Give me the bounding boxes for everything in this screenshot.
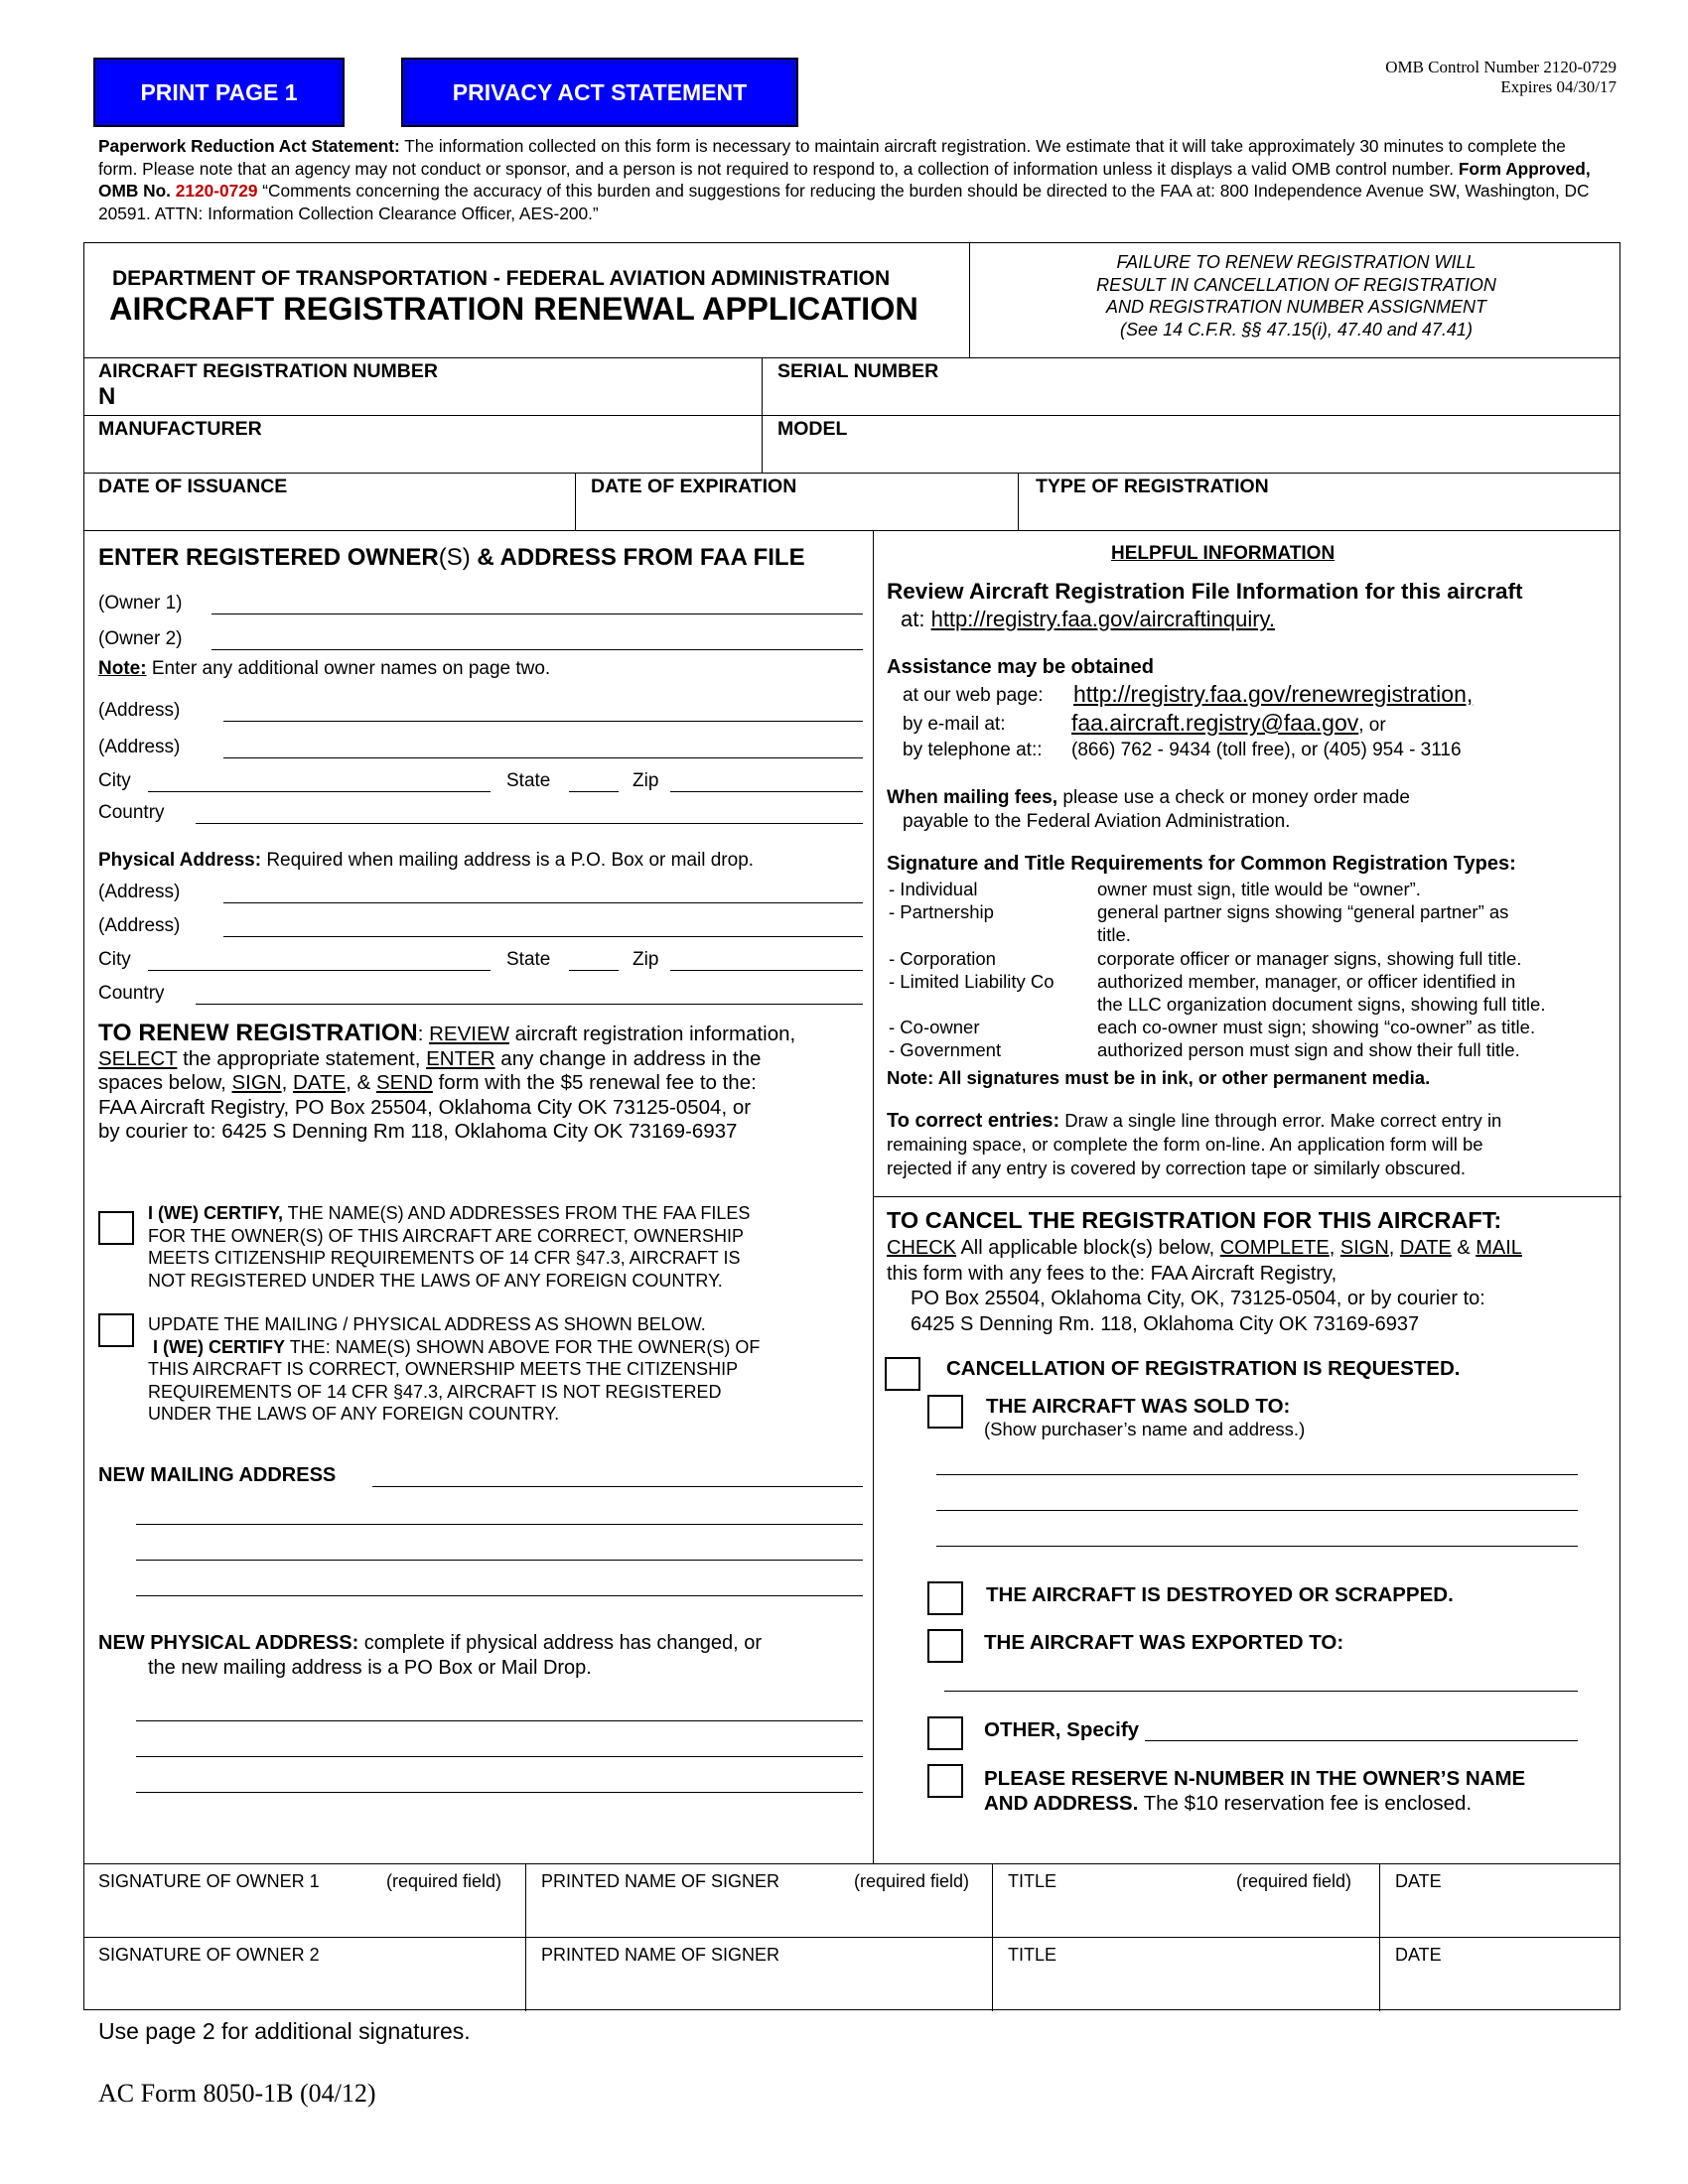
manufacturer-field[interactable] xyxy=(98,442,754,470)
certify-l2: FOR THE OWNER(S) OF THIS AIRCRAFT ARE CORRECT, OWNERSHIP xyxy=(148,1225,745,1246)
cancel-instructions xyxy=(887,1236,1522,1337)
update-l3: THIS AIRCRAFT IS CORRECT, OWNERSHIP MEETS THE CITIZENSHIP xyxy=(148,1359,739,1379)
fees-l2: payable to the Federal Aviation Administration. xyxy=(903,811,1291,832)
address2-label: (Address) xyxy=(98,737,181,757)
phys-zip-field[interactable] xyxy=(670,970,863,971)
owner-note-text: Enter any additional owner names on page two. xyxy=(146,658,551,679)
sig-type-value: corporate officer or manager signs, showing full title. xyxy=(1097,947,1522,969)
phys-country-label: Country xyxy=(98,983,165,1004)
sold-line1[interactable] xyxy=(936,1474,1578,1475)
new-physical-line1[interactable] xyxy=(136,1720,863,1721)
sig-owner2-label: SIGNATURE OF OWNER 2 xyxy=(98,1945,320,1965)
phys-address1-label: (Address) xyxy=(98,882,181,902)
sig-type-row xyxy=(889,970,1618,993)
new-mailing-label: NEW MAILING ADDRESS xyxy=(98,1464,337,1486)
telephone-numbers: (866) 762 - 9434 (toll free), or (405) 954 - 3116 xyxy=(1071,740,1462,760)
form-title: AIRCRAFT REGISTRATION RENEWAL APPLICATION xyxy=(109,291,918,327)
sig-type-value: authorized person must sign and show their full title. xyxy=(1097,1039,1520,1061)
sig-type-value: the LLC organization document signs, showing full title. xyxy=(1097,993,1546,1015)
reserve-text xyxy=(984,1766,1525,1816)
email-link[interactable]: faa.aircraft.registry@faa.gov xyxy=(1071,710,1359,736)
state-field[interactable] xyxy=(569,791,619,792)
cancel-sep1: , xyxy=(1329,1237,1340,1259)
sig-type-value: authorized member, manager, or officer identified in xyxy=(1097,970,1516,992)
address1-label: (Address) xyxy=(98,700,181,721)
fees-l1: please use a check or money order made xyxy=(1057,787,1410,808)
reg-number-label: AIRCRAFT REGISTRATION NUMBER xyxy=(98,360,438,382)
sig-type-row xyxy=(889,1016,1618,1038)
sig-type-row xyxy=(889,923,1618,946)
telephone-label: by telephone at:: xyxy=(903,740,1043,760)
renew-t7: form with the $5 renewal fee to the: xyxy=(432,1071,757,1094)
update-text xyxy=(148,1313,760,1426)
pra-text2: “Comments concerning the accuracy of this burden and suggestions for reducing the burden should be directed to the FAA at: 800 Independence Avenue SW, Washington, DC 20591. ATTN: Information Collection Clearance Officer, AES-200.” xyxy=(98,181,1590,223)
printed-name2-label: PRINTED NAME OF SIGNER xyxy=(541,1945,780,1965)
country-label: Country xyxy=(98,802,165,823)
renew-t2: the appropriate statement, xyxy=(177,1046,427,1070)
fees-label: When mailing fees, xyxy=(887,787,1058,808)
owner-heading-s: (S) xyxy=(438,544,471,571)
phys-state-label: State xyxy=(506,949,551,970)
cancel-date: DATE xyxy=(1399,1237,1452,1259)
phys-address2-label: (Address) xyxy=(98,915,181,936)
renew-send: SEND xyxy=(375,1071,433,1094)
sold-note: (Show purchaser’s name and address.) xyxy=(984,1419,1306,1439)
printed-name2-field[interactable] xyxy=(541,1969,984,2006)
update-l1: UPDATE THE MAILING / PHYSICAL ADDRESS AS SHOWN BELOW. xyxy=(148,1314,706,1334)
assistance-title: Assistance may be obtained xyxy=(887,656,1154,678)
additional-signatures-note: Use page 2 for additional signatures. xyxy=(98,2018,471,2044)
reserve-checkbox[interactable] xyxy=(927,1764,963,1798)
sig-type-key xyxy=(889,993,1097,1016)
new-physical-line2[interactable] xyxy=(136,1756,863,1757)
pra-approved: Form Approved, OMB No. xyxy=(98,158,1591,201)
physical-address-label: Physical Address: xyxy=(98,850,262,871)
certify-l3: MEETS CITIZENSHIP REQUIREMENTS OF 14 CFR §47.3, AIRCRAFT IS xyxy=(148,1248,741,1268)
sold-label: THE AIRCRAFT WAS SOLD TO: xyxy=(986,1395,1291,1418)
cancel-mail: MAIL xyxy=(1476,1237,1522,1259)
sig-type-row xyxy=(889,878,1618,900)
owner2-field[interactable] xyxy=(211,649,863,650)
certify-l4: NOT REGISTERED UNDER THE LAWS OF ANY FOREIGN COUNTRY. xyxy=(148,1270,723,1291)
update-lead: I (WE) CERTIFY xyxy=(153,1336,286,1357)
certify-l1: THE NAME(S) AND ADDRESSES FROM THE FAA FILES xyxy=(283,1203,751,1223)
cancel-amp: & xyxy=(1451,1237,1477,1259)
sig-type-key: - Limited Liability Co xyxy=(889,970,1055,992)
city-label: City xyxy=(98,770,131,791)
new-physical-line3[interactable] xyxy=(136,1792,863,1793)
address1-field[interactable] xyxy=(223,721,863,722)
warn-line2: RESULT IN CANCELLATION OF REGISTRATION xyxy=(1096,274,1496,295)
sig-owner2-field[interactable] xyxy=(98,1969,515,2006)
owner-note-label: Note: xyxy=(98,658,147,679)
web-page-label: at our web page: xyxy=(903,685,1044,706)
phys-state-field[interactable] xyxy=(569,970,619,971)
email-or: , or xyxy=(1358,715,1386,736)
exported-checkbox[interactable] xyxy=(927,1629,963,1663)
owner-heading xyxy=(98,544,805,572)
update-l4: REQUIREMENTS OF 14 CFR §47.3, AIRCRAFT IS NOT REGISTERED xyxy=(148,1381,722,1402)
sig-type-value: each co-owner must sign; showing “co-owner” as title. xyxy=(1097,1017,1536,1038)
renew-title: TO RENEW REGISTRATION xyxy=(98,1020,418,1046)
new-physical-label: NEW PHYSICAL ADDRESS: xyxy=(98,1632,359,1654)
model-label: MODEL xyxy=(777,418,848,440)
omb-control xyxy=(1385,58,1617,97)
omb-expiry: Expires 04/30/17 xyxy=(1500,77,1617,96)
sig-type-key: - Co-owner xyxy=(889,1017,980,1038)
serial-number-label: SERIAL NUMBER xyxy=(777,360,939,382)
print-page-button[interactable]: PRINT PAGE 1 xyxy=(93,58,345,127)
printed-name1-field[interactable] xyxy=(541,1895,984,1933)
renew-t6: , & xyxy=(346,1071,376,1094)
sold-checkbox[interactable] xyxy=(927,1395,963,1429)
state-label: State xyxy=(506,770,551,791)
owner-heading-rest: & ADDRESS FROM FAA FILE xyxy=(470,544,805,571)
sig-types-list xyxy=(889,878,1618,1062)
registration-type-field[interactable] xyxy=(1036,499,1612,527)
other-field[interactable] xyxy=(1145,1740,1578,1741)
country-field[interactable] xyxy=(196,823,863,824)
privacy-act-button[interactable]: PRIVACY ACT STATEMENT xyxy=(401,58,798,127)
helpful-title: HELPFUL INFORMATION xyxy=(1111,543,1336,564)
sig-type-value: owner must sign, title would be “owner”. xyxy=(1097,879,1421,899)
printed-name1-required: (required field) xyxy=(854,1871,970,1891)
printed-name1-label: PRINTED NAME OF SIGNER xyxy=(541,1871,780,1891)
new-mailing-line4[interactable] xyxy=(136,1595,863,1596)
phys-city-label: City xyxy=(98,949,131,970)
date1-field[interactable] xyxy=(1395,1895,1614,1933)
renew-t4: spaces below, xyxy=(98,1071,232,1094)
title2-label: TITLE xyxy=(1008,1945,1057,1965)
city-field[interactable] xyxy=(148,791,491,792)
update-l2: THE: NAME(S) SHOWN ABOVE FOR THE OWNER(S) OF xyxy=(285,1336,761,1357)
renew-date: DATE xyxy=(293,1071,347,1094)
renew-instructions xyxy=(98,1022,873,1145)
renew-enter: ENTER xyxy=(426,1046,495,1070)
expiration-label: DATE OF EXPIRATION xyxy=(591,476,797,497)
pra-omb-number: 2120-0729 xyxy=(175,181,258,201)
sig-type-value: title. xyxy=(1097,924,1131,946)
helpful-review: Review Aircraft Registration File Information for this aircraft xyxy=(887,579,1523,604)
cancellation-requested-label: CANCELLATION OF REGISTRATION IS REQUESTED. xyxy=(946,1357,1461,1380)
zip-field[interactable] xyxy=(670,791,863,792)
failure-warning xyxy=(971,251,1621,341)
model-field[interactable] xyxy=(777,442,1612,470)
physical-address-note-text: Required when mailing address is a P.O. Box or mail drop. xyxy=(261,850,755,871)
sig-owner1-required: (required field) xyxy=(386,1871,502,1891)
renew-address: FAA Aircraft Registry, PO Box 25504, Oklahoma City OK 73125-0504, or xyxy=(98,1095,752,1119)
email-label: by e-mail at: xyxy=(903,714,1006,735)
pra-lead: Paperwork Reduction Act Statement: xyxy=(98,136,400,156)
correct-l1: Draw a single line through error. Make correct entry in xyxy=(1059,1110,1502,1131)
sold-line2[interactable] xyxy=(936,1510,1578,1511)
reg-number-field[interactable] xyxy=(124,382,760,412)
phys-country-field[interactable] xyxy=(196,1004,863,1005)
sig-type-key: - Government xyxy=(889,1039,1002,1061)
certify-text xyxy=(148,1202,750,1292)
exported-line[interactable] xyxy=(944,1691,1578,1692)
ink-note: Note: All signatures must be in ink, or other permanent media. xyxy=(887,1067,1431,1088)
sig-type-value: general partner signs showing “general partner” as xyxy=(1097,901,1509,923)
new-physical-t1: complete if physical address has changed, or xyxy=(358,1632,763,1654)
renew-sign: SIGN xyxy=(231,1071,282,1094)
owner1-label: (Owner 1) xyxy=(98,593,183,614)
sig-type-row xyxy=(889,1038,1618,1061)
sig-req-title: Signature and Title Requirements for Common Registration Types: xyxy=(887,853,1516,875)
phys-city-field[interactable] xyxy=(148,970,491,971)
title1-required: (required field) xyxy=(1236,1871,1352,1891)
reserve-l2: AND ADDRESS. xyxy=(984,1792,1139,1815)
reserve-fee: The $10 reservation fee is enclosed. xyxy=(1138,1792,1473,1815)
sig-type-row xyxy=(889,900,1618,923)
renewal-form xyxy=(83,242,1620,2010)
serial-number-field[interactable] xyxy=(777,384,1612,412)
cancel-t1: All applicable block(s) below, xyxy=(956,1237,1220,1259)
expiration-field[interactable] xyxy=(591,499,998,527)
correct-entries xyxy=(887,1109,1501,1180)
certify-checkbox[interactable] xyxy=(98,1211,134,1245)
owner-note xyxy=(98,658,550,680)
renew-select: SELECT xyxy=(98,1046,178,1070)
phys-address2-field[interactable] xyxy=(223,936,863,937)
manufacturer-label: MANUFACTURER xyxy=(98,418,262,440)
title1-field[interactable] xyxy=(1008,1895,1371,1933)
correct-l2: remaining space, or complete the form on-line. An application form will be xyxy=(887,1134,1483,1155)
sig-type-row xyxy=(889,947,1618,970)
form-number: AC Form 8050-1B (04/12) xyxy=(98,2079,376,2108)
title1-label: TITLE xyxy=(1008,1871,1057,1891)
helpful-at: at: xyxy=(901,607,931,631)
update-l5: UNDER THE LAWS OF ANY FOREIGN COUNTRY. xyxy=(148,1404,560,1424)
renew-courier: by courier to: 6425 S Denning Rm 118, Oklahoma City OK 73169-6937 xyxy=(98,1120,738,1143)
sig-owner1-field[interactable] xyxy=(98,1895,515,1933)
cancel-check: CHECK xyxy=(887,1237,957,1259)
cancel-title: TO CANCEL THE REGISTRATION FOR THIS AIRCRAFT: xyxy=(887,1207,1502,1233)
warn-line4: (See 14 C.F.R. §§ 47.15(i), 47.40 and 47.41) xyxy=(1120,319,1473,340)
fees-text xyxy=(887,786,1410,834)
sig-owner1-label: SIGNATURE OF OWNER 1 xyxy=(98,1871,320,1891)
owner-heading-main: ENTER REGISTERED OWNER xyxy=(98,544,439,571)
sig-type-key xyxy=(889,923,1097,946)
new-mailing-line3[interactable] xyxy=(136,1560,863,1561)
cancel-sep2: , xyxy=(1388,1237,1400,1259)
renew-colon: : xyxy=(417,1023,430,1045)
physical-address-note xyxy=(98,850,754,872)
renew-t3: any change in address in the xyxy=(494,1046,762,1070)
cancel-l3: PO Box 25504, Oklahoma City, OK, 73125-0504, or by courier to: xyxy=(911,1288,1485,1309)
sig-type-key: - Partnership xyxy=(889,901,994,923)
helpful-url1-line xyxy=(901,607,1275,632)
renew-t1: aircraft registration information, xyxy=(508,1023,796,1045)
paperwork-reduction-statement xyxy=(98,135,1608,224)
destroyed-label: THE AIRCRAFT IS DESTROYED OR SCRAPPED. xyxy=(986,1583,1454,1606)
issuance-field[interactable] xyxy=(98,499,565,527)
date1-label: DATE xyxy=(1395,1871,1442,1891)
date2-field[interactable] xyxy=(1395,1969,1614,2006)
cancel-complete: COMPLETE xyxy=(1219,1237,1330,1259)
owner2-label: (Owner 2) xyxy=(98,628,183,649)
cancellation-requested-checkbox[interactable] xyxy=(885,1357,920,1391)
address2-field[interactable] xyxy=(223,757,863,758)
certify-lead: I (WE) CERTIFY, xyxy=(148,1203,283,1223)
zip-label: Zip xyxy=(633,770,659,791)
correct-label: To correct entries: xyxy=(887,1110,1060,1132)
email-line xyxy=(1071,710,1386,737)
phys-address1-field[interactable] xyxy=(223,902,863,903)
sig-type-row xyxy=(889,993,1618,1016)
new-physical-text xyxy=(98,1631,762,1681)
warn-line3: AND REGISTRATION NUMBER ASSIGNMENT xyxy=(1105,297,1487,317)
new-physical-t2: the new mailing address is a PO Box or Mail Drop. xyxy=(148,1657,592,1679)
other-checkbox[interactable] xyxy=(927,1716,963,1750)
department-heading: DEPARTMENT OF TRANSPORTATION - FEDERAL AVIATION ADMINISTRATION xyxy=(112,267,891,290)
sig-type-key: - Corporation xyxy=(889,947,996,969)
registry-inquiry-link[interactable]: http://registry.faa.gov/aircraftinquiry. xyxy=(930,607,1276,631)
new-mailing-line2[interactable] xyxy=(136,1524,863,1525)
reg-number-prefix: N xyxy=(98,383,116,410)
reserve-l1: PLEASE RESERVE N-NUMBER IN THE OWNER’S NAME xyxy=(984,1767,1526,1790)
renew-t5: , xyxy=(281,1071,294,1094)
omb-number: OMB Control Number 2120-0729 xyxy=(1385,58,1617,76)
other-label: OTHER, Specify xyxy=(984,1718,1140,1741)
cancel-sign: SIGN xyxy=(1339,1237,1389,1259)
destroyed-checkbox[interactable] xyxy=(927,1581,963,1615)
cancel-l2: this form with any fees to the: FAA Aircraft Registry, xyxy=(887,1262,1337,1285)
sig-type-key: - Individual xyxy=(889,879,978,899)
title2-field[interactable] xyxy=(1008,1969,1371,2006)
cancel-l4: 6425 S Denning Rm. 118, Oklahoma City OK 73169-6937 xyxy=(911,1312,1420,1335)
phys-zip-label: Zip xyxy=(633,949,659,970)
warn-line1: FAILURE TO RENEW REGISTRATION WILL xyxy=(1116,252,1477,272)
renew-registration-link[interactable]: http://registry.faa.gov/renewregistration, xyxy=(1073,681,1474,707)
new-mailing-line1[interactable] xyxy=(372,1486,863,1487)
pra-text1: The information collected on this form is necessary to maintain aircraft registration. We estimate that it will take approximately 30 minutes to complete the form. Please note that an agency may not conduct or sponsor, and a person is not required to respond to, a collection of information unless it displays a valid OMB control number. xyxy=(98,136,1566,179)
exported-label: THE AIRCRAFT WAS EXPORTED TO: xyxy=(984,1631,1344,1654)
date2-label: DATE xyxy=(1395,1945,1442,1965)
registration-type-label: TYPE OF REGISTRATION xyxy=(1036,476,1269,497)
sold-line3[interactable] xyxy=(936,1546,1578,1547)
renew-review: REVIEW xyxy=(429,1023,509,1045)
update-address-checkbox[interactable] xyxy=(98,1313,134,1347)
issuance-label: DATE OF ISSUANCE xyxy=(98,476,288,497)
correct-l3: rejected if any entry is covered by correction tape or similarly obscured. xyxy=(887,1158,1467,1178)
